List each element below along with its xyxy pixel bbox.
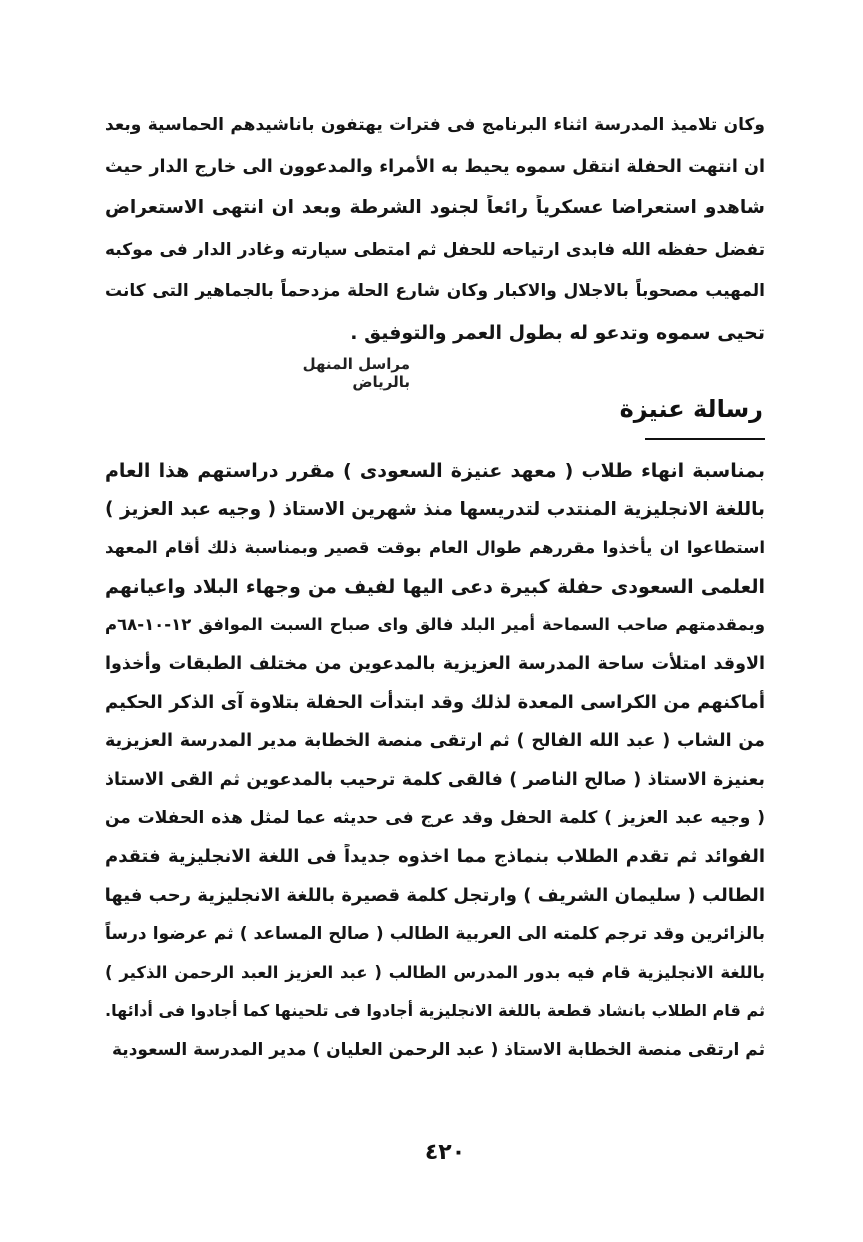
paragraph-2-line: باللغة الانجليزية المنتدب لتدريسها منذ شهرين الاستاذ ( وجيه عبد العزيز ) — [105, 498, 765, 520]
paragraph-1-line: وكان تلاميذ المدرسة اثناء البرنامج فى فترات يهتفون باناشيدهم الحماسية وبعد — [105, 115, 765, 135]
paragraph-1-line: تحيى سموه وتدعو له بطول العمر والتوفيق . — [350, 321, 765, 344]
section-title-underline — [645, 438, 765, 440]
paragraph-1-line: المهيب مصحوباً بالاجلال والاكبار وكان شارع الحلة مزدحماً بالجماهير التى كانت — [105, 281, 765, 301]
correspondent-signature: مراسل المنهل بالرياض — [302, 355, 410, 391]
paragraph-2-line: العلمى السعودى حفلة كبيرة دعى اليها لفيف من وجهاء البلاد واعيانهم — [105, 575, 765, 598]
paragraph-2-line: أماكنهم من الكراسى المعدة لذلك وقد ابتدأت الحفلة بتلاوة آى الذكر الحكيم — [105, 691, 765, 713]
paragraph-2-line: بمناسبة انهاء طلاب ( معهد عنيزة السعودى ) مقرر دراستهم هذا العام — [105, 460, 765, 482]
paragraph-2 — [105, 458, 765, 1076]
paragraph-2-line: وبمقدمتهم صاحب السماحة أمير البلد فالق واى صباح السبت الموافق ١٢-١٠-٦٨م — [105, 615, 765, 635]
paragraph-1-line: تفضل حفظه الله فابدى ارتياحه للحفل ثم امتطى سيارته وغادر الدار فى موكبه — [105, 239, 765, 260]
paragraph-2-line: بالزائرين وقد ترجم كلمته الى العربية الطالب ( صالح المساعد ) ثم عرضوا درساً — [105, 924, 765, 945]
paragraph-2-line: بعنيزة الاستاذ ( صالح الناصر ) فالقى كلمة ترحيب بالمدعوين ثم القى الاستاذ — [105, 769, 765, 790]
paragraph-2-line: الاوقد امتلأت ساحة المدرسة العزيزية بالمدعوين من مختلف الطبقات وأخذوا — [105, 653, 765, 674]
paragraph-2-line: ( وجيه عبد العزيز ) كلمة الحفل وقد عرج فى حديثه عما لمثل هذه الحفلات من — [105, 808, 765, 829]
section-title: رسالة عنيزة — [619, 395, 763, 423]
paragraph-1-line: ان انتهت الحفلة انتقل سموه يحيط به الأمراء والمدعوون الى خارج الدار حيث — [105, 156, 765, 177]
paragraph-2-line: الطالب ( سليمان الشريف ) وارتجل كلمة قصيرة باللغة الانجليزية رحب فيها — [105, 884, 765, 906]
paragraph-1-line: شاهدو استعراضا عسكرياً رائعاً لجنود الشرطة وبعد ان انتهى الاستعراض — [105, 197, 765, 218]
paragraph-2-line: من الشاب ( عبد الله الفالح ) ثم ارتقى منصة الخطابة مدير المدرسة العزيزية — [105, 731, 765, 752]
paragraph-2-line: ثم ارتقى منصة الخطابة الاستاذ ( عبد الرحمن العليان ) مدير المدرسة السعودية — [112, 1039, 765, 1060]
paragraph-2-line: ثم قام الطلاب بانشاد قطعة باللغة الانجليزية أجادوا فى تلحينها كما أجادوا فى أدائها. — [105, 1001, 765, 1021]
paragraph-2-line: استطاعوا ان يأخذوا مقررهم طوال العام بوقت قصير وبمناسبة ذلك أقام المعهد — [105, 538, 765, 558]
paragraph-1 — [105, 112, 765, 361]
paragraph-2-line: باللغة الانجليزية قام فيه بدور المدرس الطالب ( عبد العزيز العبد الرحمن الذكير ) — [105, 962, 765, 982]
page-number: ٤٢٠ — [424, 1140, 466, 1165]
paragraph-2-line: الفوائد ثم تقدم الطلاب بنماذج مما اخذوه جديداً فى اللغة الانجليزية فتقدم — [105, 845, 765, 867]
